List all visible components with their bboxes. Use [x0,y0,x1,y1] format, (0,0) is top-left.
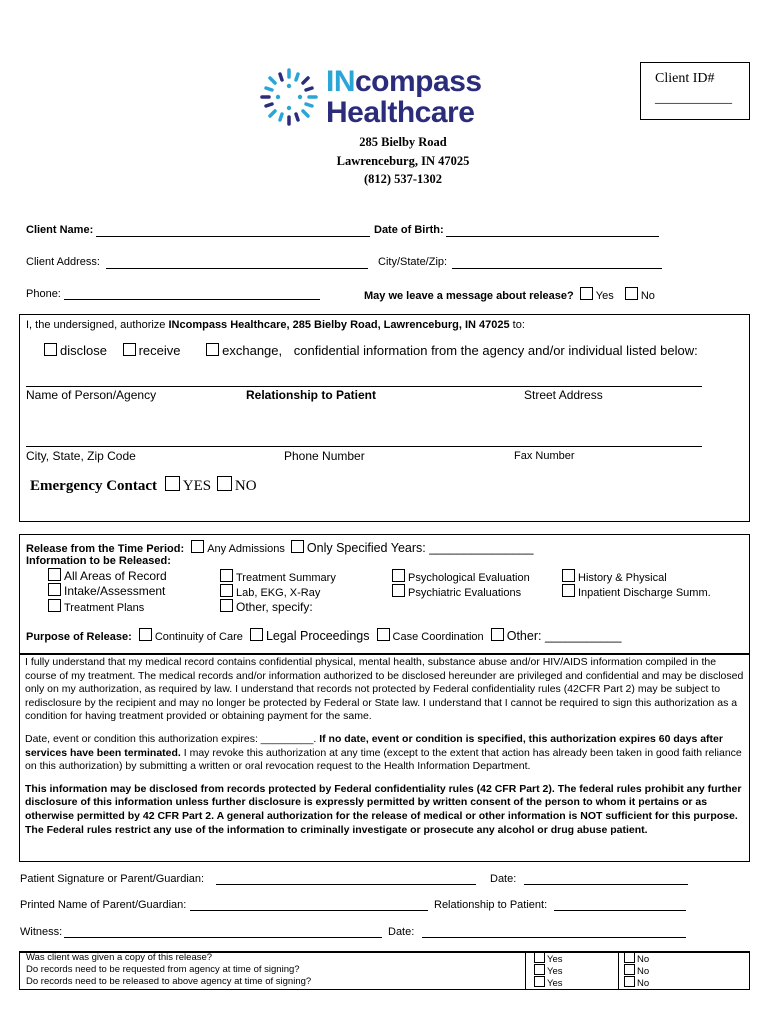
row2-no-checkbox[interactable] [624,964,635,975]
treatment-summary-checkbox[interactable] [220,569,233,582]
lab-checkbox[interactable] [220,584,233,597]
lab-item [220,584,320,599]
table-row [26,964,746,976]
logo-in: IN [326,65,355,98]
table-row [26,976,746,988]
logo-compass: compass [355,65,482,98]
legal-paragraph-1: I fully understand that my medical record contains confidential physical, mental health, substance abuse and/or HIV/AIDS information compiled in the course of my treatment. The medical records and/or information authorized to be disclosed hereunder are privileged and confidential and may be disclosed only on my authorization, as required by law. I understand that records not protected by Federal confidentiality rules (42CFR Part 2) may be subject to redisclosure by the recipient and may no longer be protected by Federal or State law. I understand that I cannot be required to sign this authorization as a condition for having treatment provided or obtaining payment for the same. [25,656,744,723]
street-address-label: Street Address [524,388,603,402]
row1-yes-label: Yes [547,954,563,965]
any-admissions-checkbox[interactable] [191,540,204,553]
client-id-box[interactable] [640,62,750,120]
client-id-blank: ___________ [655,91,732,106]
any-admissions-label: Any Admissions [207,543,285,555]
psych-eval-item [392,569,530,584]
row2-yes-checkbox[interactable] [534,964,545,975]
agency-line-2[interactable] [26,446,702,447]
row3-yes-checkbox[interactable] [534,976,545,987]
emergency-no-checkbox[interactable] [217,476,232,491]
agency-line-1[interactable] [26,386,702,387]
expires-text: Date, event or condition this authorization expires: _________. [25,732,320,745]
receive-checkbox[interactable] [123,343,136,356]
only-specified-label: Only Specified Years: _______________ [306,541,534,555]
psychiatric-item [392,584,521,599]
message-question: May we leave a message about release? [364,290,574,302]
all-areas-label: All Areas of Record [64,569,167,583]
emergency-contact-row [30,476,257,495]
dob-field[interactable] [446,236,659,237]
row3-no-checkbox[interactable] [624,976,635,987]
address-phone: (812) 537-1302 [363,172,443,186]
address-street: 285 Bielby Road [359,135,447,149]
client-name-field[interactable] [96,236,370,237]
continuity-label: Continuity of Care [154,631,243,643]
treatment-summary-label: Treatment Summary [236,572,336,584]
receive-label: receive [138,343,181,358]
message-no-checkbox[interactable] [625,287,638,300]
client-name-label: Client Name: [26,224,94,236]
continuity-checkbox[interactable] [139,628,152,641]
case-coord-checkbox[interactable] [377,628,390,641]
psychiatric-checkbox[interactable] [392,584,405,597]
phone-field[interactable] [64,299,320,300]
row2-no-label: No [637,966,650,977]
treatment-summary-item [220,569,336,584]
city-state-zip-label: City/State/Zip: [378,256,448,268]
message-no-label: No [640,290,655,302]
dob-label: Date of Birth: [374,224,444,236]
inpatient-label: Inpatient Discharge Summ. [578,587,711,599]
intake-label: Intake/Assessment [64,584,166,598]
emergency-no-label: NO [234,478,257,494]
table-question: Do records need to be requested from agency at time of signing? [26,964,300,975]
all-areas-item [48,568,167,583]
legal-paragraph-2 [25,733,745,774]
intake-item [48,583,165,598]
table-question: Was client was given a copy of this release? [26,952,213,963]
client-address-label: Client Address: [26,256,100,268]
patient-signature-label: Patient Signature or Parent/Guardian: [20,873,205,885]
legal-text [25,656,745,837]
exchange-checkbox[interactable] [206,343,219,356]
phone-number-label: Phone Number [284,449,365,463]
relationship-sig-label: Relationship to Patient: [434,899,548,911]
city-state-zip-field[interactable] [452,268,662,269]
other-specify-label: Other, specify: [236,600,313,614]
patient-signature-field[interactable] [216,884,476,885]
witness-label: Witness: [20,926,63,938]
witness-date-label: Date: [388,926,415,938]
logo-healthcare: Healthcare [326,96,475,129]
time-period-label: Release from the Time Period: [26,543,185,555]
history-item [562,569,667,584]
message-question-row [364,287,655,302]
exchange-label: exchange, [222,343,283,358]
printed-name-field[interactable] [190,910,428,911]
address-city: Lawrenceburg, IN 47025 [336,153,470,168]
witness-date-field[interactable] [422,937,686,938]
disclose-checkbox[interactable] [44,343,57,356]
row2-yes-label: Yes [547,966,563,977]
treatment-plans-checkbox[interactable] [48,599,61,612]
authorize-prefix: I, the undersigned, authorize [26,319,169,331]
psych-eval-label: Psychological Evaluation [408,572,530,584]
relationship-sig-field[interactable] [554,910,686,911]
other-specify-checkbox[interactable] [220,599,233,612]
psych-eval-checkbox[interactable] [392,569,405,582]
patient-date-label: Date: [490,873,517,885]
history-checkbox[interactable] [562,569,575,582]
row3-no-label: No [637,978,650,989]
lab-label: Lab, EKG, X-Ray [236,587,321,599]
authorize-agency: INcompass Healthcare, 285 Bielby Road, Lawrenceburg, IN 47025 [168,319,510,331]
message-yes-checkbox[interactable] [580,287,593,300]
patient-date-field[interactable] [524,884,688,885]
witness-field[interactable] [64,937,382,938]
city-state-zip-code-label: City, State, Zip Code [26,449,136,463]
logo [258,64,488,134]
purpose-label: Purpose of Release: [26,631,132,643]
other-purpose-checkbox[interactable] [491,628,504,641]
revoke-text: I may revoke this authorization at any time (except to the extent that action has already been taken in good faith reliance on this authorization) by submitting a written or oral revocation request to the Health Information Department. [25,746,742,773]
name-agency-label: Name of Person/Agency [26,388,157,402]
purpose-row [26,628,621,643]
phone-label: Phone: [26,288,61,300]
authorize-options-rest: confidential information from the agency and/or individual listed below: [293,343,698,358]
row1-yes-checkbox[interactable] [534,952,545,963]
history-label: History & Physical [578,572,667,584]
time-period-row [26,540,533,555]
case-coord-label: Case Coordination [392,631,484,643]
legal-label: Legal Proceedings [265,629,370,643]
table-question: Do records need to be released to above agency at time of signing? [26,976,312,987]
row1-no-checkbox[interactable] [624,952,635,963]
message-yes-label: Yes [595,290,614,302]
logo-burst-icon [258,66,320,128]
table-row [26,952,746,964]
treatment-plans-item [48,599,144,614]
client-id-label: Client ID# [655,71,715,86]
inpatient-item [562,584,711,599]
authorize-suffix: to: [509,319,525,331]
only-specified-checkbox[interactable] [291,540,304,553]
expires-bold: If no date, event or condition is specified, this authorization expires 60 days after services have been terminated. [25,732,723,759]
emergency-yes-label: YES [182,478,212,494]
authorize-statement [26,319,525,331]
psychiatric-label: Psychiatric Evaluations [408,587,522,599]
authorize-options [44,343,698,358]
inpatient-checkbox[interactable] [562,584,575,597]
all-areas-checkbox[interactable] [48,568,61,581]
printed-name-label: Printed Name of Parent/Guardian: [20,899,187,911]
emergency-contact-label: Emergency Contact [30,478,158,494]
legal-paragraph-3: This information may be disclosed from records protected by Federal confidentiality rules (42 CFR Part 2). The federal rules prohibit any further disclosure of this information unless further disclosure is expressly permitted by written consent of the person to whom it pertains or as otherwise permitted by 42 CFR Part 2. A general authorization for the release of medical or other information is NOT sufficient for this purpose. The Federal rules restrict any use of the information to criminally investigate or prosecute any alcohol or drug abuse patient. [25,782,742,836]
row1-no-label: No [637,954,650,965]
agency-address [0,133,770,189]
emergency-yes-checkbox[interactable] [165,476,180,491]
treatment-plans-label: Treatment Plans [64,602,145,614]
info-released-label: Information to be Released: [26,555,171,567]
other-purpose-label: Other: ___________ [506,629,622,643]
other-specify-item [220,599,313,614]
fax-number-label: Fax Number [514,450,575,462]
intake-checkbox[interactable] [48,583,61,596]
disclose-label: disclose [60,343,107,358]
client-address-field[interactable] [106,268,368,269]
row3-yes-label: Yes [547,978,563,989]
legal-checkbox[interactable] [250,628,263,641]
relationship-label: Relationship to Patient [246,388,377,402]
